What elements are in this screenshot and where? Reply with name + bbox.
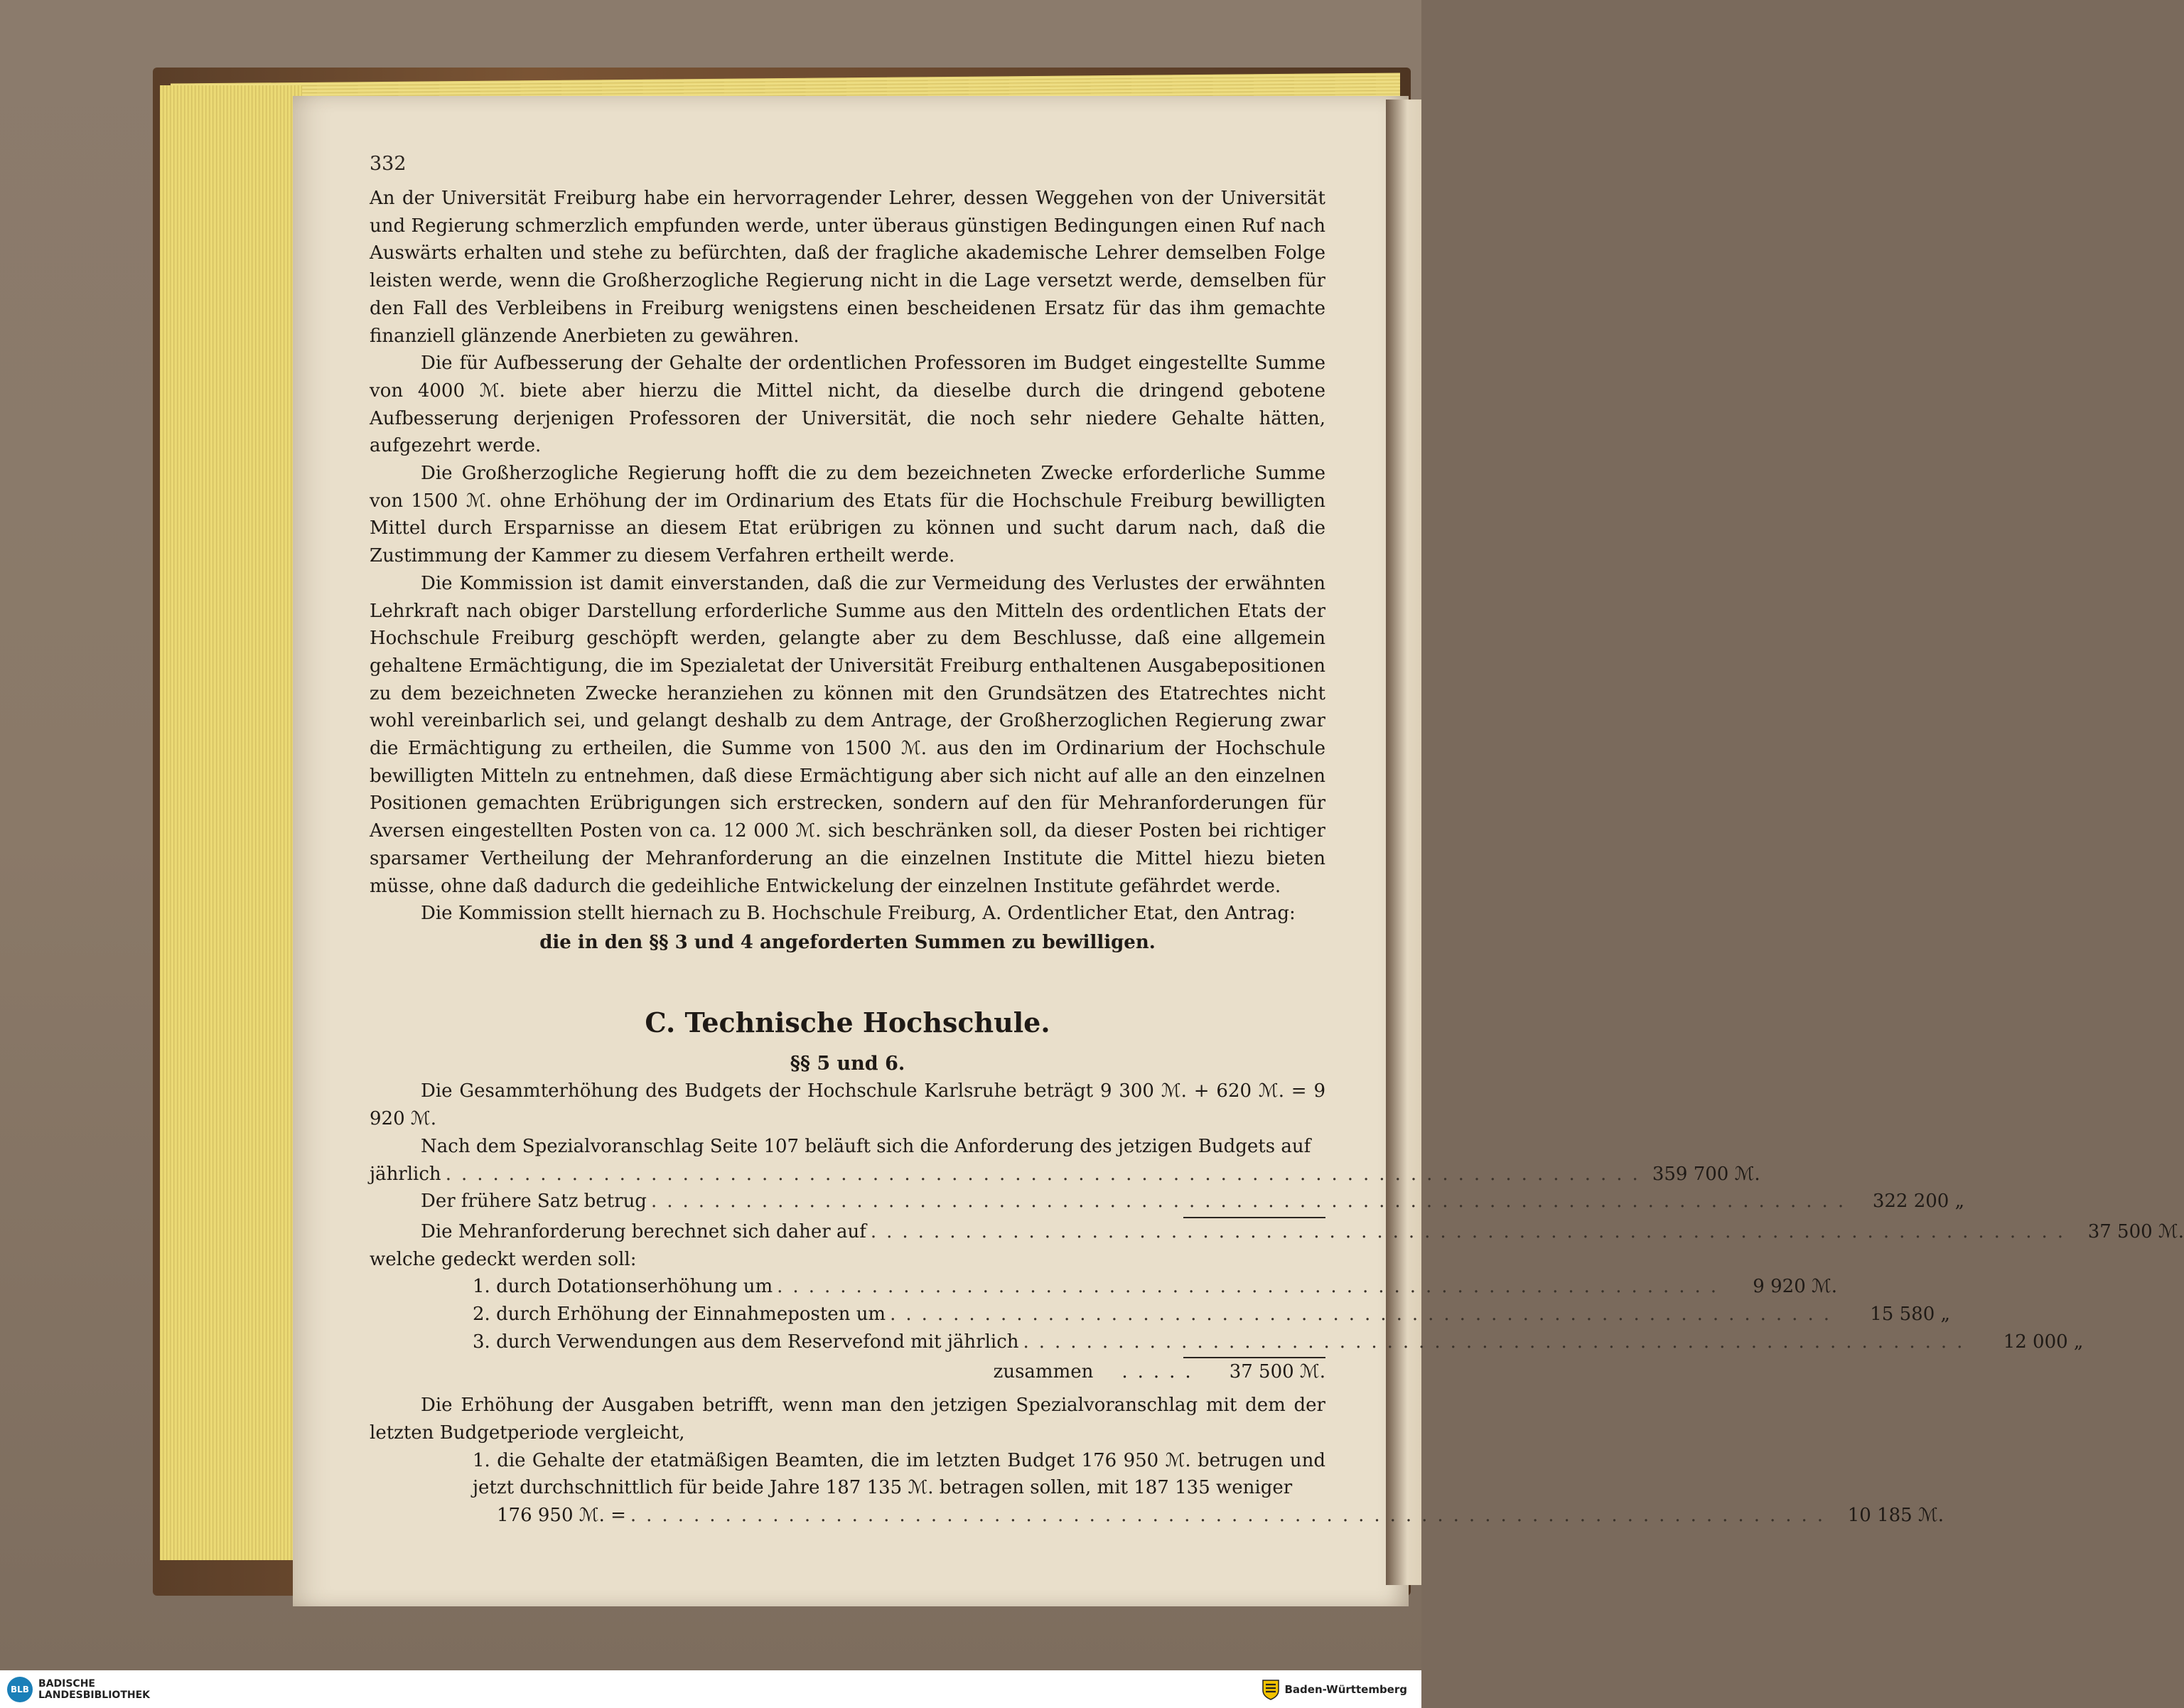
blb-logo-icon: BLB [7, 1677, 33, 1702]
row-label: Die Mehranforderung berechnet sich daher auf [421, 1220, 866, 1242]
row-label: 1. durch Dotationserhöhung um [473, 1276, 773, 1298]
row-label: welche gedeckt werden soll: [370, 1248, 637, 1270]
paragraph: Die Kommission ist damit einverstanden, daß die zur Vermeidung des Verlustes der erwähnten Lehrkraft nach obiger Darstellung erforderliche Summe aus den Mitteln des ordentlichen Etats der Hochschule Freiburg geschöpft werden, gelangte aber zu dem Beschlusse, daß eine allgemein gehaltene Ermächtigung, die im Spezialetat der Universität Freiburg enthaltenen Ausgabepositionen zu dem bezeichneten Zwecke heranziehen zu können mit den Grundsätzen des Etatrechtes nicht wohl vereinbarlich sei, und gelangt deshalb zu dem Antrage, der Großherzoglichen Regierung zwar die Ermächtigung zu ertheilen, die Summe von 1500 ℳ. aus den im Ordinarium der Hochschule bewilligten Mitteln zu entnehmen, daß diese Ermächtigung aber sich nicht auf alle an den einzelnen Positionen gemachten Erübrigungen sich erstrecken, sondern auf den für Mehranforderungen für Aversen eingestellten Posten von ca. 12 000 ℳ. sich beschränken soll, da dieser Posten bei richtiger sparsamer Vertheilung der Mehranforderung an die einzelnen Institute die Mittel hiezu bieten müsse, ohne daß dadurch die gedeihliche Entwickelung der einzelnen Institute gefährdet werde. [370, 572, 1325, 897]
row-label: Der frühere Satz betrug [421, 1191, 647, 1213]
paragraph: An der Universität Freiburg habe ein hervorragender Lehrer, dessen Weggehen von der Universität und Regierung schmerzlich empfunden werde, unter überaus günstigen Bedingungen einen Ruf nach Auswärts erhalten und stehe zu befürchten, daß der fragliche akademische Lehrer demselben Folge leisten werde, wenn die Großherzogliche Regierung nicht in die Lage versetzt werde, demselben für den Fall des Verbleibens in Freiburg wenigstens einen bescheidenen Ersatz für das ihm gemachte finanziell glänzende Anerbieten zu gewähren. [370, 188, 1325, 347]
paragraph: Die Großherzogliche Regierung hofft die zu dem bezeichneten Zwecke erforderliche Summe von 1500 ℳ. ohne Erhöhung der im Ordinarium des Etats für die Hochschule Freiburg bewilligten Mittel durch Ersparnisse an diesem Etat erübrigen zu können und sucht darum nach, daß die Zustimmung der Kammer zu diesem Verfahren ertheilt werde. [370, 463, 1325, 567]
table-row [370, 1188, 1965, 1215]
list-item [473, 1301, 1950, 1328]
row-amount: 15 580 „ [1870, 1304, 1950, 1326]
page-edges-left [160, 85, 302, 1560]
list-item [473, 1328, 2084, 1356]
paragraph: Die Gesammterhöhung des Budgets der Hochschule Karlsruhe beträgt 9 300 ℳ. + 620 ℳ. = 9 920 ℳ. [370, 1080, 1325, 1130]
library-name-line2: LANDESBIBLIOTHEK [38, 1689, 151, 1701]
row-label: 2. durch Erhöhung der Einnahmeposten um [473, 1304, 886, 1326]
subsection-title: §§ 5 und 6. [790, 1052, 905, 1075]
page-text [370, 149, 2184, 1530]
coverage-list [473, 1273, 2084, 1355]
page-number: 332 [370, 153, 407, 175]
paragraph: Nach dem Spezialvoranschlag Seite 107 beläuft sich die Anforderung des jetzigen Budgets auf [421, 1135, 1311, 1157]
list-item-text: 1. die Gehalte der etatmäßigen Beamten, die im letzten Budget 176 950 ℳ. betrugen und jetzt durchschnittlich für beide Jahre 187 135 ℳ. betragen sollen, mit 187 135 weniger [473, 1449, 1325, 1499]
dot-leader: ............................................................................ [870, 1220, 2073, 1242]
row-amount: 10 185 ℳ. [1847, 1504, 1944, 1526]
coat-of-arms-icon [1262, 1679, 1280, 1700]
state-logo[interactable] [1262, 1679, 1407, 1700]
state-name: Baden-Württemberg [1284, 1682, 1407, 1696]
facing-page-edge [1386, 100, 1421, 1585]
dot-leader: ............................................................................ [445, 1163, 1648, 1185]
row-amount: 9 920 ℳ. [1753, 1276, 1838, 1298]
row-amount: 359 700 ℳ. [1652, 1163, 1760, 1185]
total-label: zusammen [993, 1361, 1094, 1383]
motion-text: die in den §§ 3 und 4 angeforderten Summen zu bewilligen. [539, 931, 1156, 953]
table-row [497, 1502, 1944, 1530]
table-row [370, 1218, 2184, 1246]
total-row [370, 1358, 1325, 1386]
dot-leader: ............................................................ [1023, 1331, 1973, 1353]
dot-leader: ............................................................ [777, 1276, 1727, 1298]
row-label: 176 950 ℳ. = [497, 1504, 626, 1526]
dot-leader: ............................................................................ [630, 1504, 1834, 1526]
dot-leader: ..... [1121, 1361, 1201, 1383]
row-amount: 322 200 „ [1872, 1191, 1965, 1213]
total-amount: 37 500 ℳ. [1229, 1361, 1325, 1383]
section-title: C. Technische Hochschule. [645, 1006, 1050, 1038]
row-amount: 12 000 „ [2003, 1331, 2084, 1353]
library-name-line1: BADISCHE [38, 1677, 95, 1690]
dot-leader: ............................................................................ [650, 1191, 1854, 1213]
paragraph: Die für Aufbesserung der Gehalte der ordentlichen Professoren im Budget eingestellte Summe von 4000 ℳ. biete aber hierzu die Mittel nicht, da dieselbe durch die dringend gebotene Aufbesserung derjenigen Professoren der Universität, die noch sehr niedere Gehalte hätten, aufgezehrt werde. [370, 353, 1325, 457]
viewer-footer [0, 1670, 1421, 1708]
library-name [38, 1678, 150, 1701]
row-amount: 37 500 ℳ. [2087, 1220, 2184, 1242]
paragraph: Die Erhöhung der Ausgaben betrifft, wenn man den jetzigen Spezialvoranschlag mit dem der letzten Budgetperiode vergleicht, [370, 1395, 1325, 1444]
table-row [370, 1161, 1760, 1188]
row-label: 3. durch Verwendungen aus dem Reservefond mit jährlich [473, 1331, 1019, 1353]
library-logo[interactable] [7, 1677, 150, 1702]
paragraph: Die Kommission stellt hiernach zu B. Hochschule Freiburg, A. Ordentlicher Etat, den Antrag: [421, 903, 1296, 925]
dot-leader: ............................................................ [890, 1304, 1839, 1326]
list-item [473, 1273, 1838, 1301]
list-item [473, 1447, 1325, 1502]
row-label: jährlich [370, 1163, 441, 1185]
